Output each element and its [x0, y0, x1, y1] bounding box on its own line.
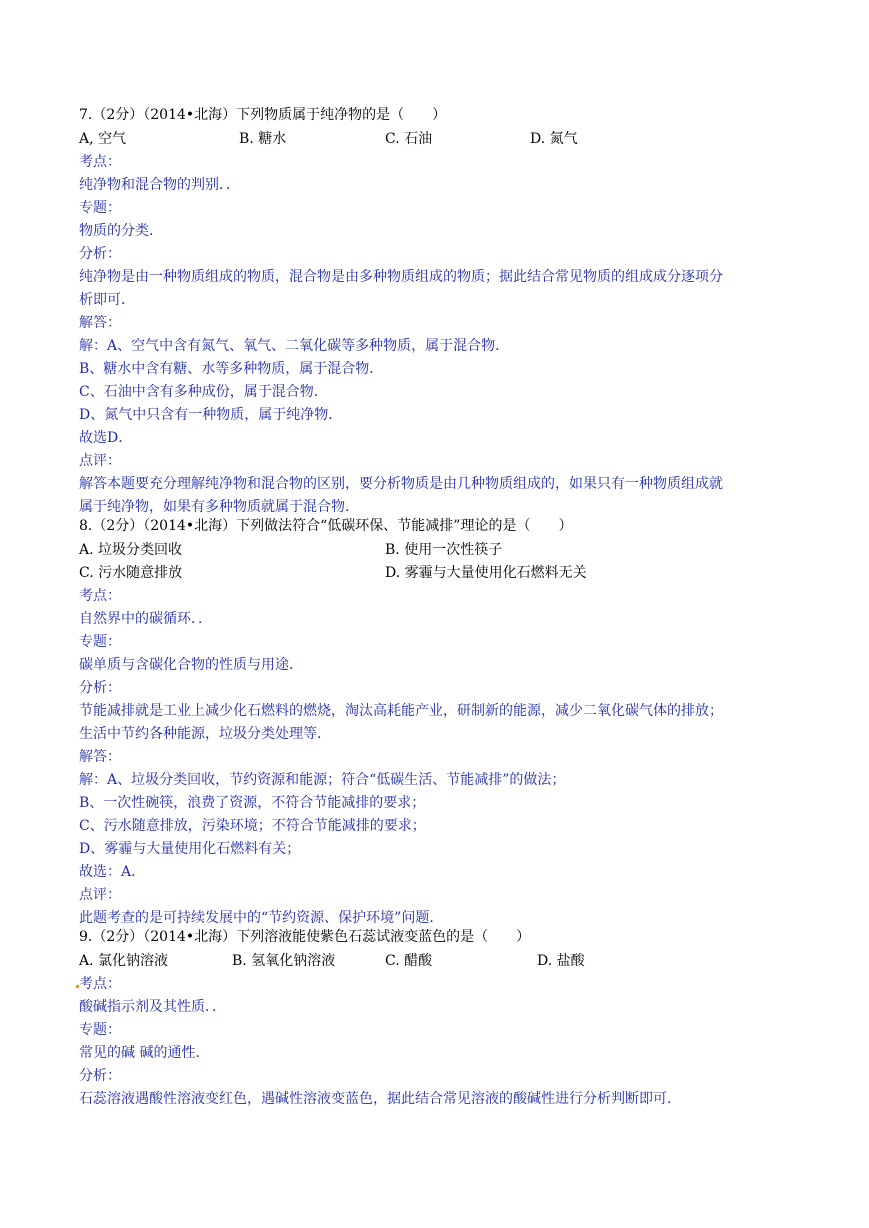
- q7-option-b: B. 糖水: [239, 131, 287, 147]
- q9-option-a: A. 氯化钠溶液: [79, 953, 169, 969]
- q8-jieda-line-5: 故选：A．: [79, 864, 146, 880]
- q7-zhuanti-label: 专题：: [79, 200, 121, 216]
- q8-options-row-2: [79, 564, 779, 582]
- q7-dianping-line-1: 解答本题要充分理解纯净物和混合物的区别，要分析物质是由几种物质组成的，如果只有一种物质组成就: [79, 476, 723, 492]
- q7-jieda-line-5: 故选D．: [79, 430, 133, 446]
- q7-dianping-label: 点评：: [79, 453, 121, 469]
- q8-fenxi-line-2: 生活中节约各种能源，垃圾分类处理等．: [79, 726, 331, 742]
- q7-dianping-line-2: 属于纯净物，如果有多种物质就属于混合物．: [79, 499, 359, 515]
- q7-fenxi-line-1: 纯净物是由一种物质组成的物质，混合物是由多种物质组成的物质；据此结合常见物质的组成成分逐项分: [79, 269, 723, 285]
- q9-option-d: D. 盐酸: [537, 953, 585, 969]
- q7-option-d: D. 氮气: [530, 131, 578, 147]
- q8-zhuanti: 碳单质与含碳化合物的性质与用途．: [79, 657, 303, 673]
- q8-jieda-label: 解答：: [79, 749, 121, 765]
- q8-stem: 8.（2分）（2014•北海）下列做法符合“低碳环保、节能减排”理论的是（ ）: [79, 518, 573, 534]
- q9-options: [79, 952, 779, 970]
- q9-fenxi-line-1: 石蕊溶液遇酸性溶液变红色，遇碱性溶液变蓝色，据此结合常见溶液的酸碱性进行分析判断即可．: [79, 1091, 681, 1107]
- q9-kaodian-label: 考点：: [79, 976, 121, 992]
- q7-option-a: A, 空气: [79, 131, 127, 147]
- q7-fenxi-label: 分析：: [79, 246, 121, 262]
- q8-fenxi-line-1: 节能减排就是工业上减少化石燃料的燃烧，淘汰高耗能产业，研制新的能源，减少二氧化碳气体的排放；: [79, 703, 723, 719]
- q7-fenxi-line-2: 析即可．: [79, 292, 135, 308]
- q9-stem: 9.（2分）（2014•北海）下列溶液能使紫色石蕊试液变蓝色的是（ ）: [79, 929, 531, 945]
- q8-zhuanti-label: 专题：: [79, 634, 121, 650]
- q8-jieda-line-3: C、污水随意排放，污染环境；不符合节能减排的要求；: [79, 818, 426, 834]
- q9-zhuanti-label: 专题：: [79, 1022, 121, 1038]
- q9-fenxi-label: 分析：: [79, 1068, 121, 1084]
- q9-zhuanti: 常见的碱 碱的通性．: [79, 1045, 210, 1061]
- q7-zhuanti: 物质的分类．: [79, 223, 163, 239]
- q8-kaodian: 自然界中的碳循环．．: [79, 611, 212, 627]
- q7-options: [79, 130, 779, 148]
- q7-option-c: C. 石油: [385, 131, 433, 147]
- q7-kaodian-label: 考点：: [79, 154, 121, 170]
- q8-option-a: A. 垃圾分类回收: [79, 542, 183, 558]
- q7-jieda-line-3: C、石油中含有多种成份，属于混合物．: [79, 384, 328, 400]
- q8-dianping-label: 点评：: [79, 887, 121, 903]
- q8-jieda-line-4: D、雾霾与大量使用化石燃料有关；: [79, 841, 301, 857]
- q7-jieda-label: 解答：: [79, 315, 121, 331]
- q8-jieda-line-1: 解：A、垃圾分类回收，节约资源和能源；符合“低碳生活、节能减排”的做法；: [79, 772, 566, 788]
- q8-jieda-line-2: B、一次性碗筷，浪费了资源，不符合节能减排的要求；: [79, 795, 426, 811]
- q7-kaodian: 纯净物和混合物的判别．．: [79, 177, 240, 193]
- q7-stem: 7.（2分）（2014•北海）下列物质属于纯净物的是（ ）: [79, 107, 447, 123]
- q8-option-d: D. 雾霾与大量使用化石燃料无关: [385, 565, 587, 581]
- q8-option-c: C. 污水随意排放: [79, 565, 183, 581]
- q8-fenxi-label: 分析：: [79, 680, 121, 696]
- q8-option-b: B. 使用一次性筷子: [385, 542, 503, 558]
- q8-dianping-line-1: 此题考查的是可持续发展中的“节约资源、保护环境”问题．: [79, 910, 444, 926]
- q8-kaodian-label: 考点：: [79, 588, 121, 604]
- q9-kaodian: 酸碱指示剂及其性质．．: [79, 999, 226, 1015]
- q8-options-row-1: [79, 541, 779, 559]
- q9-option-b: B. 氢氧化钠溶液: [232, 953, 336, 969]
- q9-option-c: C. 醋酸: [385, 953, 433, 969]
- q7-jieda-line-2: B、糖水中含有糖、水等多种物质，属于混合物．: [79, 361, 384, 377]
- q7-jieda-line-4: D、氮气中只含有一种物质，属于纯净物．: [79, 407, 343, 423]
- q7-jieda-line-1: 解：A、空气中含有氮气、氧气、二氧化碳等多种物质，属于混合物．: [79, 338, 510, 354]
